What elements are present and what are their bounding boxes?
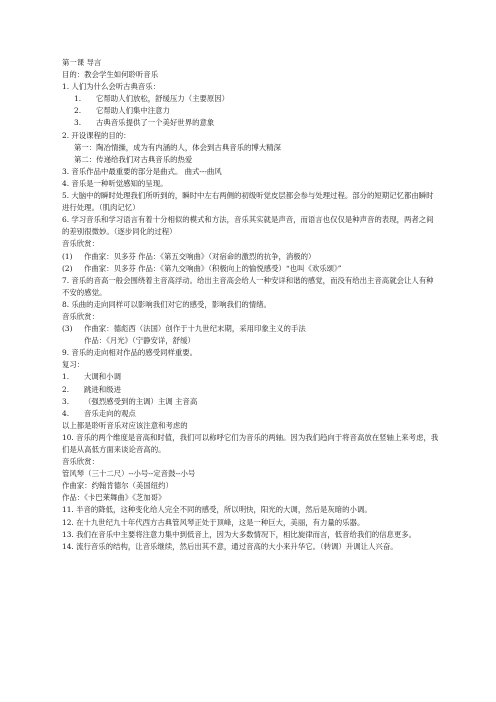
list-number: 3. [62,396,70,406]
question-1: 1. 人们为什么会听古典音乐： [62,82,161,92]
list-item [62,408,440,420]
list-number: (2) [62,263,73,273]
list-item [62,396,440,408]
question-2: 2. 开设课程的目的： [62,130,131,140]
paragraph-7: 7. 音乐的音高一般会围绕着主音高浮动。给出主音高会给人一种安详和谐的感觉，而没有给出主音高就会让人有种不安的感觉。 [62,275,434,297]
list-text: 它帮助人们放松，舒缓压力（主要原因） [96,94,230,104]
list-number: 4. [62,408,70,418]
list-text: 音乐走向的观点 [84,408,136,418]
paragraph-3: 3. 音乐作品中最重要的部分是曲式。 曲式---曲风 [62,166,222,176]
paragraph-10: 10. 音乐的两个维度是音高和时值，我们可以称呼它们为音乐的两轴。因为我们趋向于将音高放在竖轴上来考虑，我们是从高低方面来谈论音高的。 [62,432,439,454]
review-heading: 复习： [62,360,85,370]
list-text: 作曲家：贝多芬 作品：《第五交响曲》（对宿命的激烈的抗争，消极的） [84,251,316,261]
note-line: 以上都是聆听音乐对应该注意和考虑的 [62,420,188,430]
list-item [62,323,440,335]
paragraph-11: 11. 半音的降低，这种变化给人完全不同的感受，所以明快，阳光的大调，然后是灰暗的小调。 [62,505,372,515]
list-item [62,263,440,275]
list-item [62,105,440,117]
list-text: 跳进和级进 [84,384,121,394]
list-text: （强烈感受到的主调）主调 主音高 [84,396,198,406]
list-number: (1) [62,251,73,261]
purpose-line: 目的：教会学生如何聆听音乐 [62,70,159,80]
document-page [62,57,440,553]
paragraph-6: 6. 学习音乐和学习语言有着十分相似的模式和方法，音乐其实就是声音，而语言也仅仅是种声音的表现，两者之间的差别很微妙。（逐步同化的过程） [62,215,434,237]
paragraph-9: 9. 音乐的走向相对作品的感受同样重要。 [62,348,198,358]
work-line: 作品：《月光》（宁静安详，舒缓） [84,336,195,346]
paragraph-13: 13. 我们在音乐中主要将注意力集中到低音上，因为大多数情况下，相比旋律而言，低音给我们的信息更多。 [62,529,417,539]
paragraph-4: 4. 音乐是一种听觉感知的呈现。 [62,178,168,188]
list-item: 第二：传递给我们对古典音乐的热爱 [74,154,193,164]
list-number: 2. [62,384,70,394]
list-text: 作曲家：贝多芬 作品：《第九交响曲》（积极向上的愉悦感受）“也叫《欢乐颂》” [84,263,342,273]
lesson-title: 第一课 导言 [62,58,102,67]
composer-line: 作曲家：约翰肯德尔（美国纽约） [62,481,173,491]
list-number: 2. [74,106,82,116]
appreciation-heading: 音乐欣赏： [62,457,99,467]
paragraph-8: 8. 乐曲的走向同样可以影响我们对它的感受，影响我们的情绪。 [62,299,271,309]
list-text: 大调和小调 [84,372,121,382]
list-number: 1. [74,94,82,104]
list-text: 古典音乐提供了一个美好世界的意象 [96,118,215,128]
list-number: 1. [62,372,70,382]
paragraph-14: 14. 流行音乐的结构，让音乐继续，然后出其不意，通过音高的大小来升华它。（转调）升调让人兴奋。 [62,541,398,551]
instrument-line: 管风琴（三十二尺）--小号--定音鼓--小号 [62,469,196,479]
list-item [62,117,440,129]
list-number: 3. [74,118,82,128]
list-item: 第一：陶冶情操，成为有内涵的人，体会到古典音乐的博大精深 [74,142,281,152]
list-item [62,93,440,105]
list-number: (3) [62,324,73,334]
list-text: 作曲家：德彪西（法国）创作于十九世纪末期，采用印象主义的手法 [84,324,306,334]
list-item [62,251,440,263]
works-line: 作品：《卡巴莱舞曲》《芝加哥》 [62,493,166,503]
appreciation-heading: 音乐欣赏： [62,311,99,321]
appreciation-heading: 音乐欣赏： [62,239,99,249]
paragraph-12: 12. 在十九世纪九十年代西方古典管风琴正处于顶峰，这是一种巨大，美丽，有力量的乐器。 [62,517,365,527]
paragraph-5: 5. 大脑中的瞬时处理我们所听到的，瞬时中左右两侧的初级听觉皮层都会参与处理过程。部分的短期记忆都由瞬时进行处理。（肌肉记忆） [62,191,434,213]
list-item [62,384,440,396]
list-text: 它帮助人们集中注意力 [96,106,170,116]
list-item [62,371,440,383]
